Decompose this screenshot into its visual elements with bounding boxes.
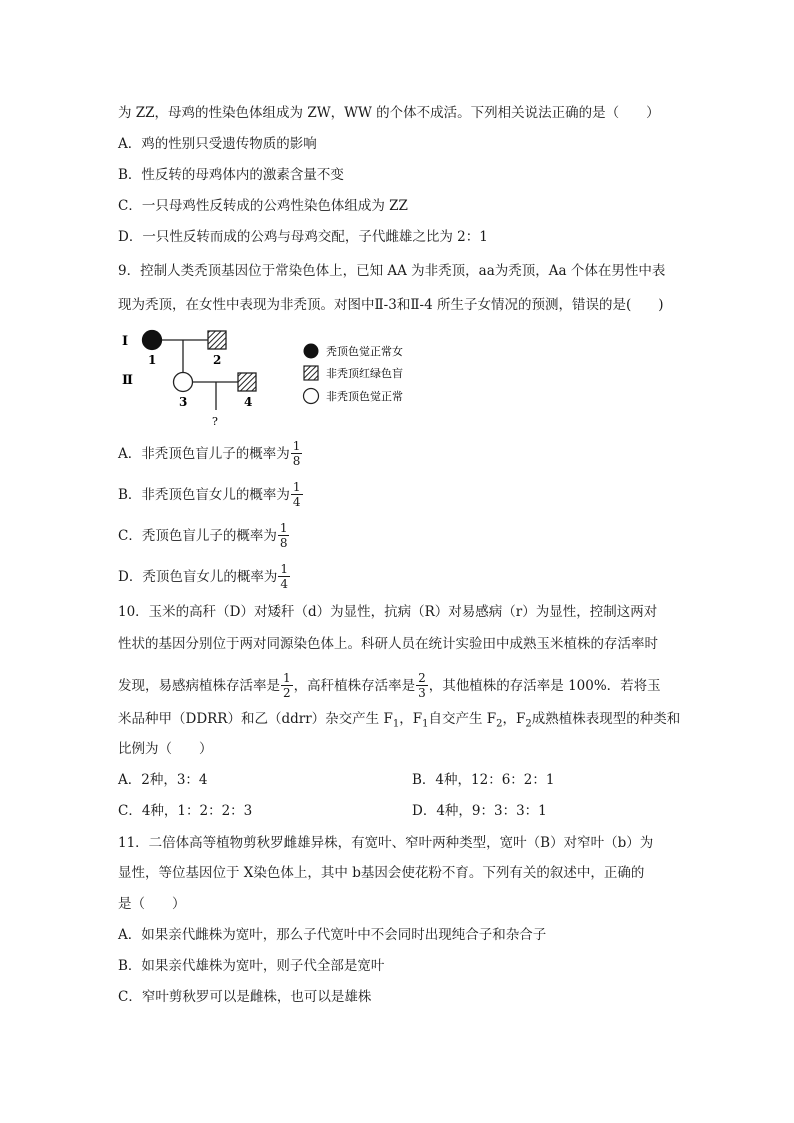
q9-stem-line1: 9．控制人类秃顶基因位于常染色体上，已知 AA 为非秃顶，aa为秃顶，Aa 个体在男性中表	[118, 263, 666, 279]
q9-option-c-text: C．秃顶色盲儿子的概率为	[118, 528, 277, 544]
fraction-denominator: 4	[280, 577, 288, 591]
q9-option-a-text: A．非秃顶色盲儿子的概率为	[118, 446, 290, 462]
fraction	[278, 521, 290, 550]
q8-option-c: C．一只母鸡性反转成的公鸡性染色体组成为 ZZ	[118, 198, 408, 214]
q9-option-c	[118, 522, 290, 551]
fraction-denominator: 4	[292, 495, 301, 509]
fraction-numerator: 1	[280, 562, 288, 576]
fraction-numerator: 1	[292, 480, 301, 494]
q10-option-c: C．4种，1：2：2：3	[118, 803, 253, 819]
q10-stem-line4	[118, 710, 680, 728]
q8-option-a: A．鸡的性别只受遗传物质的影响	[118, 136, 317, 152]
q8-stem: 为 ZZ，母鸡的性染色体组成为 ZW，WW 的个体不成活。下列相关说法正确的是（ ）	[118, 105, 660, 121]
q9-option-b-text: B．非秃顶色盲女儿的概率为	[118, 487, 290, 503]
generation-label-1: Ⅰ	[122, 334, 129, 349]
q11-option-a: A．如果亲代雌株为宽叶，那么子代宽叶中不会同时出现纯合子和杂合子	[118, 927, 547, 943]
fraction-numerator: 1	[279, 521, 288, 535]
pedigree-chart	[118, 326, 428, 430]
individual-number-3: 3	[179, 395, 188, 409]
unknown-child-mark: ?	[212, 415, 218, 428]
q9-stem-line2: 现为秃顶，在女性中表现为非秃顶。对图中Ⅱ-3和Ⅱ-4 所生子女情况的预测，错误的是( )	[118, 297, 664, 313]
q10-stem-line3	[118, 672, 661, 701]
legend-label-3: 非秃顶色觉正常	[326, 390, 403, 403]
q11-stem-line2: 显性，等位基因位于 X染色体上，其中 b基因会使花粉不育。下列有关的叙述中，正确的	[118, 865, 645, 881]
q9-option-a	[118, 440, 303, 469]
fraction	[291, 480, 303, 509]
q10-option-b: B．4种，12：6：2：1	[412, 772, 555, 788]
subscript: 1	[422, 718, 429, 730]
fraction-denominator: 2	[283, 686, 291, 700]
q11-stem-line1: 11．二倍体高等植物剪秋罗雌雄异株，有宽叶、窄叶两种类型，宽叶（B）对窄叶（b）为	[118, 835, 654, 851]
subscript: 1	[392, 718, 400, 730]
fraction-numerator: 1	[283, 671, 291, 685]
q9-option-d-text: D．秃顶色盲女儿的概率为	[118, 569, 278, 585]
individual-number-2: 2	[213, 353, 222, 367]
q8-option-b: B．性反转的母鸡体内的激素含量不变	[118, 167, 344, 183]
legend-label-1: 秃顶色觉正常女	[326, 345, 403, 358]
q10-stem-line2: 性状的基因分别位于两对同源染色体上。科研人员在统计实验田中成熟玉米植株的存活率时	[118, 636, 658, 652]
subscript: 2	[496, 718, 503, 730]
individual-2-colorblind-male	[208, 331, 226, 349]
legend-symbol-filled-circle	[304, 344, 319, 359]
fraction-denominator: 3	[418, 686, 426, 700]
fraction	[281, 671, 293, 700]
q9-option-b	[118, 481, 304, 510]
generation-label-2: Ⅱ	[122, 373, 133, 388]
q8-option-d: D．一只性反转而成的公鸡与母鸡交配，子代雌雄之比为 2：1	[118, 229, 488, 245]
fraction	[416, 671, 428, 700]
fraction-numerator: 1	[292, 439, 301, 453]
individual-1-affected-female	[143, 331, 162, 350]
individual-number-1: 1	[148, 353, 157, 367]
q9-option-d	[118, 563, 291, 592]
q10-line3-part-b: ，高秆植株存活率是	[293, 678, 416, 694]
q11-stem-line3: 是（ ）	[118, 896, 186, 912]
q10-line4-part-b: ，F	[399, 711, 423, 727]
subscript: 2	[525, 718, 532, 730]
individual-3-normal-female	[174, 373, 193, 392]
q10-line4-part-e: 成熟植株表现型的种类和	[531, 711, 681, 727]
legend-symbol-open-circle	[304, 389, 319, 404]
fraction-numerator: 2	[418, 671, 426, 685]
fraction	[291, 439, 303, 468]
individual-4-colorblind-male	[238, 373, 256, 391]
q11-option-c: C．窄叶剪秋罗可以是雌株，也可以是雄株	[118, 989, 372, 1005]
fraction-denominator: 8	[279, 536, 288, 550]
q10-line4-part-a: 米品种甲（DDRR）和乙（ddrr）杂交产生 F	[118, 711, 393, 727]
legend-symbol-hatched-square	[304, 366, 318, 380]
fraction-denominator: 8	[292, 454, 301, 468]
q10-stem-line1: 10．玉米的高秆（D）对矮秆（d）为显性，抗病（R）对易感病（r）为显性，控制这两对	[118, 604, 658, 620]
q11-option-b: B．如果亲代雄株为宽叶，则子代全部是宽叶	[118, 958, 385, 974]
legend-label-2: 非秃顶红绿色盲	[326, 367, 403, 380]
q10-option-d: D．4种，9：3：3：1	[412, 803, 547, 819]
q10-line4-part-c: 自交产生 F	[428, 711, 497, 727]
q10-line3-part-a: 发现，易感病植株存活率是	[118, 678, 280, 694]
q10-line3-part-c: ，其他植株的存活率是 100%．若将玉	[428, 678, 661, 694]
q10-option-a: A．2种，3：4	[118, 772, 208, 788]
fraction	[278, 562, 290, 591]
q10-line4-part-d: ，F	[502, 711, 526, 727]
q10-stem-line5: 比例为（ ）	[118, 741, 213, 757]
individual-number-4: 4	[244, 395, 253, 409]
